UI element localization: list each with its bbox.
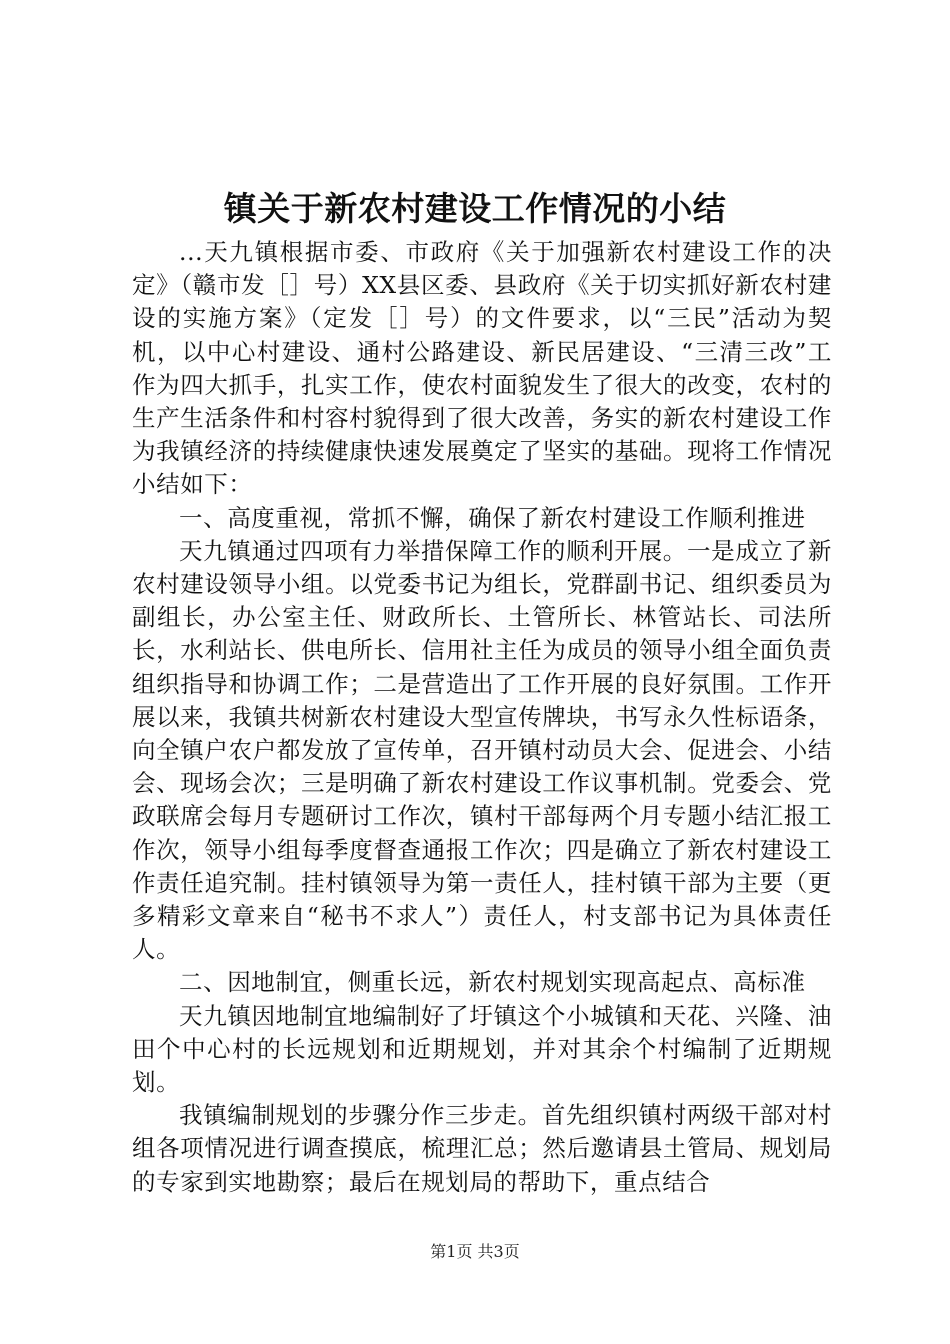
paragraph-section-2a: 天九镇因地制宜地编制好了圩镇这个小城镇和天花、兴隆、油田个中心村的长远规划和近期规划，并对其余个村编制了近期规划。 bbox=[132, 1001, 832, 1097]
document-body bbox=[132, 236, 832, 1199]
paragraph-intro: ...天九镇根据市委、市政府《关于加强新农村建设工作的决定》（赣市发［］号）XX县区委、县政府《关于切实抓好新农村建设的实施方案》（定发［］号）的文件要求，以“三民”活动为契机，以中心村建设、通村公路建设、新民居建设、“三清三改”工作为四大抓手，扎实工作，使农村面貌发生了很大的改变，农村的生产生活条件和村容村貌得到了很大改善，务实的新农村建设工作为我镇经济的持续健康快速发展奠定了坚实的基础。现将工作情况小结如下： bbox=[132, 238, 832, 499]
section-heading-2: 二、因地制宜，侧重长远，新农村规划实现高起点、高标准 bbox=[179, 968, 806, 997]
paragraph-section-1: 天九镇通过四项有力举措保障工作的顺利开展。一是成立了新农村建设领导小组。以党委书记为组长，党群副书记、组织委员为副组长，办公室主任、财政所长、土管所长、林管站长、司法所长，水利站长、供电所长、信用社主任为成员的领导小组全面负责组织指导和协调工作；二是营造出了工作开展的良好氛围。工作开展以来，我镇共树新农村建设大型宣传牌块，书写永久性标语条，向全镇户农户都发放了宣传单，召开镇村动员大会、促进会、小结会、现场会次；三是明确了新农村建设工作议事机制。党委会、党政联席会每月专题研讨工作次，镇村干部每两个月专题小结汇报工作次，领导小组每季度督查通报工作次；四是确立了新农村建设工作责任追究制。挂村镇领导为第一责任人，挂村镇干部为主要（更多精彩文章来自“秘书不求人”）责任人，村支部书记为具体责任人。 bbox=[132, 536, 832, 964]
paragraph-section-2b: 我镇编制规划的步骤分作三步走。首先组织镇村两级干部对村组各项情况进行调查摸底，梳理汇总；然后邀请县土管局、规划局的专家到实地勘察；最后在规划局的帮助下，重点结合 bbox=[132, 1101, 832, 1196]
section-heading-1: 一、高度重视，常抓不懈，确保了新农村建设工作顺利推进 bbox=[179, 503, 806, 532]
document-title: 镇关于新农村建设工作情况的小结 bbox=[223, 189, 727, 228]
page-number-footer: 第1页 共3页 bbox=[430, 1242, 520, 1261]
